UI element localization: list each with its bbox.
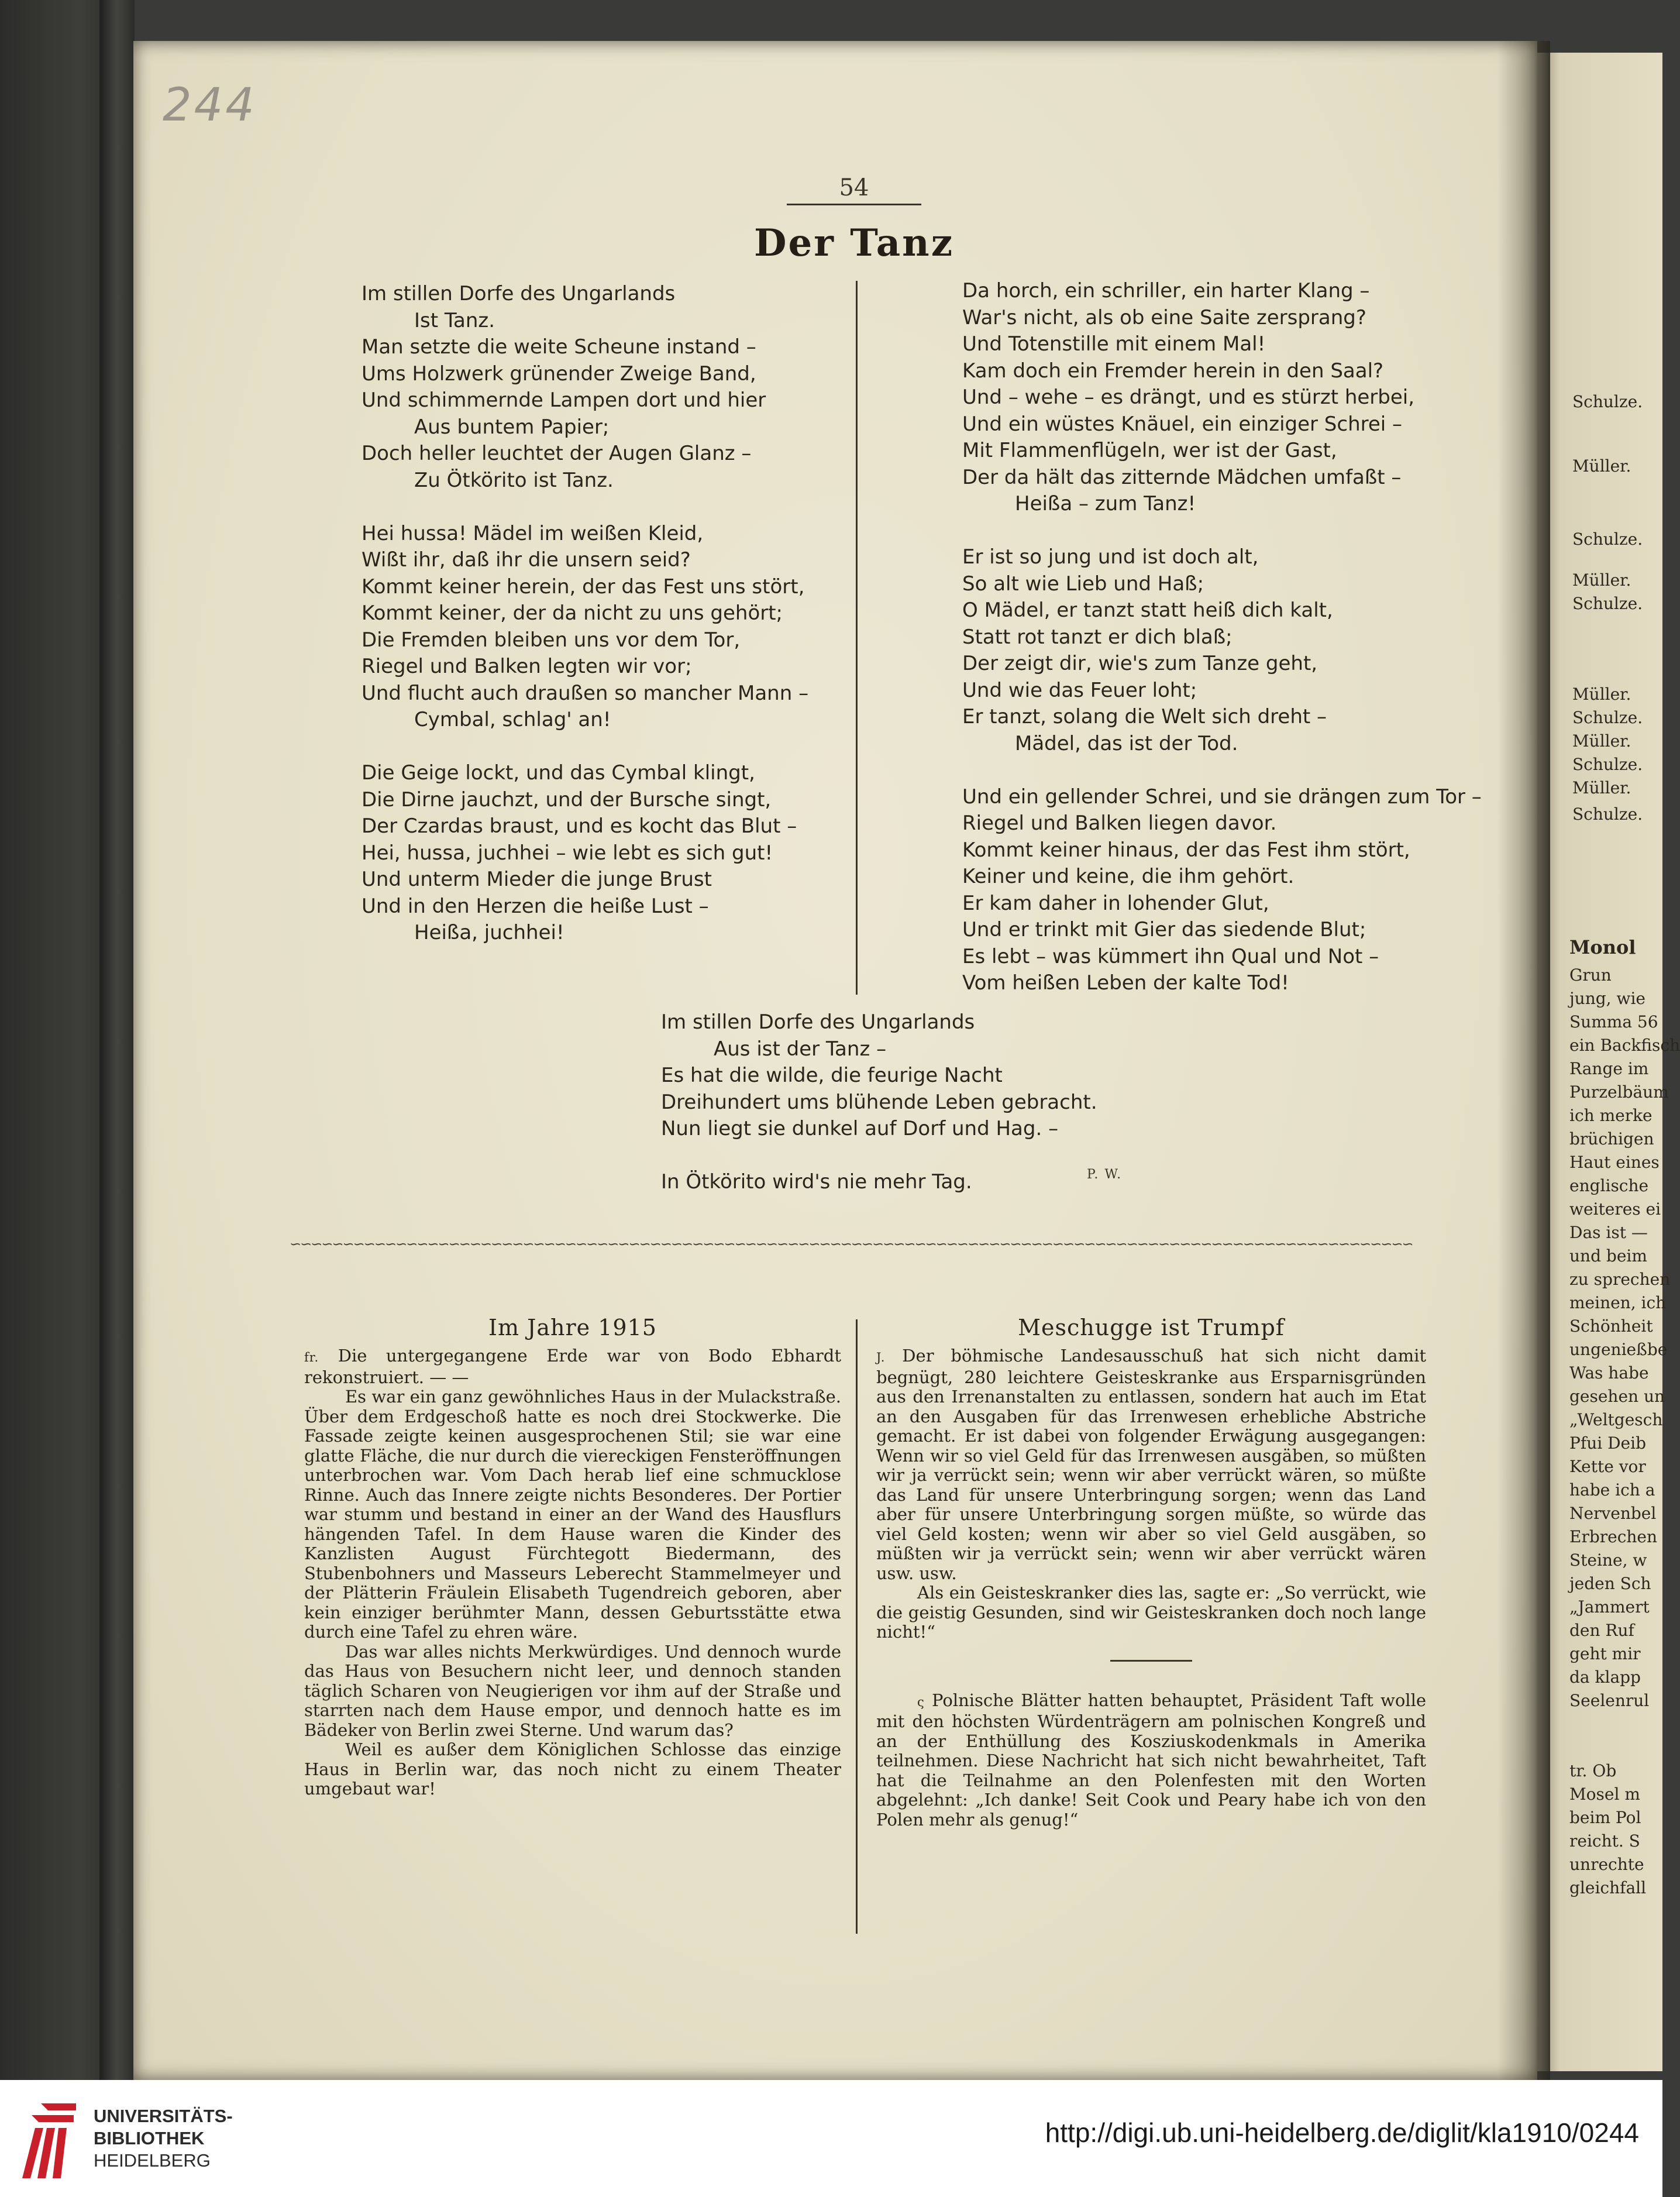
poem-line: Dreihundert ums blühende Leben gebracht. <box>661 1090 1097 1114</box>
poem-line: Mädel, das ist der Tod. <box>1015 731 1238 755</box>
facing-page-fragment: Haut eines <box>1569 1153 1660 1172</box>
poem-line: Und in den Herzen die heiße Lust – <box>362 894 709 918</box>
facing-page-fragment: Müller. <box>1572 456 1631 476</box>
facing-page-fragment: Schulze. <box>1572 594 1643 613</box>
facing-page-fragment: Pfui Deib <box>1569 1433 1646 1453</box>
facing-page-fragment: Steine, w <box>1569 1550 1647 1570</box>
facing-page-fragment: und beim <box>1569 1246 1647 1266</box>
stanza-gap <box>661 1143 1187 1170</box>
poem-line: Er tanzt, solang die Welt sich dreht – <box>962 705 1327 728</box>
poem-line: Und unterm Mieder die junge Brust <box>362 868 712 891</box>
facing-page-fragment: Range im <box>1569 1059 1649 1078</box>
poem-line: Und ein wüstes Knäuel, ein einziger Schrei – <box>962 412 1403 436</box>
poem-line: Da horch, ein schriller, ein harter Klang – <box>962 279 1370 302</box>
poem-line: Es lebt – was kümmert ihn Qual und Not – <box>962 944 1379 968</box>
facing-page-fragment: brüchigen <box>1569 1129 1654 1149</box>
facing-page-fragment: jeden Sch <box>1569 1574 1651 1593</box>
facing-page-fragment: beim Pol <box>1569 1808 1641 1827</box>
section-rule <box>1110 1660 1192 1662</box>
stanza-gap <box>962 518 1448 545</box>
poem-signature: P. W. <box>1087 1167 1123 1182</box>
poem-line: Der Czardas braust, und es kocht das Blut – <box>362 814 797 838</box>
facing-page-fragment: tr. Ob <box>1569 1761 1617 1780</box>
ornamental-divider: ∽∽∽∽∽∽∽∽∽∽∽∽∽∽∽∽∽∽∽∽∽∽∽∽∽∽∽∽∽∽∽∽∽∽∽∽∽∽∽∽∽∽∽∽∽∽∽∽∽∽∽∽∽∽∽∽∽∽∽∽∽∽∽∽∽∽∽∽∽∽∽∽∽∽∽∽∽∽∽∽∽∽∽∽∽∽∽∽∽∽∽∽∽∽∽∽∽∽∽∽∽∽∽∽∽∽ <box>290 1236 1413 1252</box>
article-text: Die untergegangene Erde war von Bodo Ebhardt rekonstruiert. — — <box>304 1346 842 1387</box>
poem-line: So alt wie Lieb und Haß; <box>962 572 1204 596</box>
facing-page-fragment: geht mir <box>1569 1644 1641 1663</box>
logo-line-2: BIBLIOTHEK <box>94 2128 205 2148</box>
poem-line: Der da hält das zitternde Mädchen umfaßt – <box>962 465 1402 489</box>
facing-page-fragment: Schulze. <box>1572 804 1643 824</box>
facing-page-fragment: Müller. <box>1572 731 1631 751</box>
poem-line: Heißa – zum Tanz! <box>1015 492 1196 515</box>
logo-line-1: UNIVERSITÄTS- <box>94 2106 233 2126</box>
poem-line: Wißt ihr, daß ihr die unsern seid? <box>362 548 691 572</box>
article-paragraph <box>876 1691 1426 1830</box>
poem-line: Die Geige lockt, und das Cymbal klingt, <box>362 761 755 785</box>
article-paragraph: Das war alles nichts Merkwürdiges. Und dennoch wurde das Haus von Besuchern nicht leer, und dennoch standen täglich Scharen von Neugierigen vor ihm auf der Straße und starrten nach dem Hause empor, und dennoch hatte es im Bädeker von Berlin zwei Sterne. Und warum das? <box>304 1641 841 1740</box>
logo-line-3: HEIDELBERG <box>94 2150 211 2171</box>
stanza-gap <box>962 757 1448 784</box>
facing-page-fragment: gleichfall <box>1569 1878 1647 1897</box>
poem-left-column <box>362 281 841 947</box>
page-gutter-shadow <box>1497 41 1550 2080</box>
facing-page-fragment: Müller. <box>1572 685 1631 704</box>
poem-line: Statt rot tanzt er dich blaß; <box>962 625 1233 649</box>
facing-page-fragment: ein Backfisch <box>1569 1036 1680 1055</box>
article-meschugge-ist-trumpf <box>876 1314 1426 1830</box>
facing-page-fragment: Schulze. <box>1572 530 1643 549</box>
poem-line: Zu Ötkörito ist Tanz. <box>414 468 614 492</box>
poem-line: Und er trinkt mit Gier das siedende Blut; <box>962 918 1366 941</box>
facing-page-fragment: zu sprechen <box>1569 1270 1671 1289</box>
facing-page-fragment: reicht. S <box>1569 1831 1640 1851</box>
poem-line: Kommt keiner, der da nicht zu uns gehört; <box>362 601 783 625</box>
poem-line: Die Fremden bleiben uns vor dem Tor, <box>362 628 741 652</box>
facing-page-fragment: Müller. <box>1572 570 1631 590</box>
poem-line: Aus ist der Tanz – <box>714 1037 887 1061</box>
facing-page-fragment: ich merke <box>1569 1106 1653 1125</box>
facing-page-fragment: da klapp <box>1569 1667 1641 1687</box>
facing-page-fragment: Müller. <box>1572 778 1631 797</box>
poem-line: Vom heißen Leben der kalte Tod! <box>962 971 1289 995</box>
facing-page-fragment: den Ruf <box>1569 1621 1634 1640</box>
poem-line: Keiner und keine, die ihm gehört. <box>962 865 1295 888</box>
author-initial: ς <box>917 1694 925 1709</box>
facing-page-fragment: ungenießbe <box>1569 1340 1668 1359</box>
poem-right-column <box>962 278 1482 997</box>
facing-page-fragment: Seelenrul <box>1569 1691 1650 1710</box>
article-text: Polnische Blätter hatten behauptet, Präsident Taft wolle mit den höchsten Würdenträgern am polnischen Kongreß und an der Enthüllung des Kosziuskodenkmals in Amerika teilnehmen. Diese Nachricht hat sich nicht bewahrheitet, Taft hat die Teilnahme an den Polenfesten mit den Worten abgelehnt: „Ich danke! Seit Cook und Peary habe ich von den Polen mehr als genug!“ <box>876 1690 1427 1830</box>
poem-line: In Ötkörito wird's nie mehr Tag. <box>661 1170 972 1194</box>
article-paragraph <box>304 1346 841 1387</box>
author-initial: J. <box>876 1350 886 1364</box>
facing-page-fragment: „Weltgesch <box>1569 1410 1663 1429</box>
facing-page-fragment: gesehen un <box>1569 1387 1665 1406</box>
article-text: Der böhmische Landesausschuß hat sich nicht damit begnügt, 280 leichtere Geisteskranke aus Ersparnisgründen aus den Irrenanstalten zu entlassen, sondern hat auch im Etat an den Ausgaben für das Irrenwesen erhebliche Abstriche gemacht. Er ist dabei von folgender Erwägung ausgegangen: Wenn wir so viel Geld für das Irrenwesen ausgäben, so müßten wir ja verrückt sein; wenn wir aber verrückt wären, so müßte das Land für unsere Unterbringung sorgen; wenn das Land aber für unsere Unterbringung sorgen müßte, so würde das viel Geld kosten; wenn wir aber so viel Geld ausgäben, so müßten wir ja verrückt sein; wenn wir aber verrückt wären usw. usw. <box>876 1346 1426 1583</box>
column-divider <box>856 281 858 995</box>
page-number: 54 <box>839 174 869 201</box>
poem-line: Und – wehe – es drängt, und es stürzt herbei, <box>962 386 1415 409</box>
permalink-url[interactable]: http://digi.ub.uni-heidelberg.de/diglit/kla1910/0244 <box>1045 2117 1639 2148</box>
facing-page-fragment: unrechte <box>1569 1855 1644 1874</box>
article-paragraph <box>876 1346 1426 1583</box>
poem-line: Hei hussa! Mädel im weißen Kleid, <box>362 521 704 545</box>
article-paragraph: Weil es außer dem Königlichen Schlosse das einzige Haus in Berlin war, das noch nicht zu einem Theater umgebaut war! <box>304 1739 841 1799</box>
poem-line: Heißa, juchhei! <box>414 921 564 944</box>
binding-edge <box>99 0 135 2080</box>
article-paragraph: Es war ein ganz gewöhnliches Haus in der Mulackstraße. Über dem Erdgeschoß hatte es noch drei Stockwerke. Die Fassade zeigte keinen ausgesprochenen Stil; sie war eine glatte Fläche, die nur durch die viereckigen Fensteröffnungen unterbrochen war. Vom Dach herab lief eine schmucklose Rinne. Auch das Innere zeigte nichts Besonderes. Der Portier war stumm und bestand in einer an der Wand des Hausflurs hängenden Tafel. In dem Hause waren die Kinder des Kanzlisten August Fürchtegott Biedermann, des Stubenbohners und Masseurs Leberecht Stammelmeyer und der Plätterin Fräulein Elisabeth Tugendreich geboren, aber kein einziger berühmter Mann, dessen Geburtsstätte etwa durch eine Tafel zu ehren wäre. <box>304 1387 841 1642</box>
poem-line: Kam doch ein Fremder herein in den Saal? <box>962 359 1384 383</box>
article-heading: Meschugge ist Trumpf <box>1018 1315 1285 1340</box>
facing-page-fragment: meinen, ich <box>1569 1293 1667 1312</box>
poem-line: Der zeigt dir, wie's zum Tanze geht, <box>962 652 1318 675</box>
poem-line: War's nicht, als ob eine Saite zersprang? <box>962 305 1366 329</box>
poem-line: Doch heller leuchtet der Augen Glanz – <box>362 442 752 465</box>
poem-line: Er kam daher in lohender Glut, <box>962 891 1269 915</box>
facing-page-fragment: Grun <box>1569 965 1612 985</box>
poem-line: Und wie das Feuer loht; <box>962 678 1197 702</box>
poem-line: Hei, hussa, juchhei – wie lebt es sich gut! <box>362 841 773 865</box>
poem-line: Im stillen Dorfe des Ungarlands <box>362 282 676 305</box>
article-paragraph: Als ein Geisteskranker dies las, sagte er: „So verrückt, wie die geistig Gesunden, sind wir Geisteskranken doch noch lange nicht!“ <box>876 1583 1426 1642</box>
poem-line: Ist Tanz. <box>414 308 495 332</box>
poem-line: Kommt keiner herein, der das Fest uns stört, <box>362 575 805 599</box>
facing-page-fragment: Schulze. <box>1572 755 1643 774</box>
poem-line: Er ist so jung und ist doch alt, <box>962 545 1259 569</box>
poem-line: Ums Holzwerk grünender Zweige Band, <box>362 362 756 386</box>
poem-line: Aus buntem Papier; <box>414 415 610 439</box>
page-number-rule <box>787 204 921 205</box>
poem-line: Nun liegt sie dunkel auf Dorf und Hag. – <box>661 1117 1059 1140</box>
stanza-gap <box>362 734 841 761</box>
facing-page-fragment: Mosel m <box>1569 1785 1640 1804</box>
poem-line: Es hat die wilde, die feurige Nacht <box>661 1064 1003 1087</box>
facing-page-fragment: englische <box>1569 1176 1649 1195</box>
facing-page-fragment: habe ich a <box>1569 1480 1655 1500</box>
poem-title: Der Tanz <box>753 221 955 265</box>
poem-line: Im stillen Dorfe des Ungarlands <box>661 1010 975 1034</box>
facing-page-fragment: Purzelbäum <box>1569 1082 1669 1102</box>
poem-line: Und ein gellender Schrei, und sie drängen zum Tor – <box>962 785 1482 809</box>
poem-line: Die Dirne jauchzt, und der Bursche singt, <box>362 788 772 812</box>
poem-line: Riegel und Balken legten wir vor; <box>362 655 692 678</box>
facing-page-fragment: jung, wie <box>1569 989 1645 1008</box>
poem-line: Mit Flammenflügeln, wer ist der Gast, <box>962 439 1337 462</box>
facing-page-fragment: Kette vor <box>1569 1457 1646 1476</box>
poem-line: Cymbal, schlag' an! <box>414 708 611 731</box>
poem-line: Man setzte die weite Scheune instand – <box>362 335 756 359</box>
facing-page-fragment: Summa 56 <box>1569 1012 1658 1032</box>
facing-page-fragment: Nervenbel <box>1569 1504 1657 1523</box>
facing-page-fragment: Schulze. <box>1572 392 1643 411</box>
library-logo-text[interactable] <box>94 2105 233 2172</box>
pencil-folio-note: 244 <box>163 79 257 132</box>
facing-page-fragment: Schönheit <box>1569 1316 1653 1336</box>
facing-page-fragment: Erbrechen <box>1569 1527 1658 1546</box>
library-logo-icon <box>18 2098 83 2179</box>
facing-page-fragment: Was habe <box>1569 1363 1649 1383</box>
poem-line: Kommt keiner hinaus, der das Fest ihm stört, <box>962 838 1410 862</box>
facing-page-fragment: „Jammert <box>1569 1597 1650 1617</box>
facing-page <box>1537 53 1680 2071</box>
article-column-divider <box>856 1319 858 1934</box>
stanza-gap <box>362 494 841 521</box>
facing-page-fragment: Das ist — <box>1569 1223 1648 1242</box>
author-initial: fr. <box>304 1350 319 1364</box>
facing-page-fragment: weiteres ei <box>1569 1199 1661 1219</box>
poem-line: O Mädel, er tanzt statt heiß dich kalt, <box>962 599 1333 622</box>
poem-line: Und Totenstille mit einem Mal! <box>962 332 1266 356</box>
facing-page-fragment: Schulze. <box>1572 708 1643 727</box>
article-heading: Im Jahre 1915 <box>488 1315 657 1340</box>
facing-page-fragment: Monol <box>1569 936 1636 958</box>
poem-line: Riegel und Balken liegen davor. <box>962 812 1277 835</box>
poem-line: Und flucht auch draußen so mancher Mann – <box>362 681 809 705</box>
article-im-jahre-1915 <box>304 1314 841 1799</box>
poem-line: Und schimmernde Lampen dort und hier <box>362 388 766 412</box>
